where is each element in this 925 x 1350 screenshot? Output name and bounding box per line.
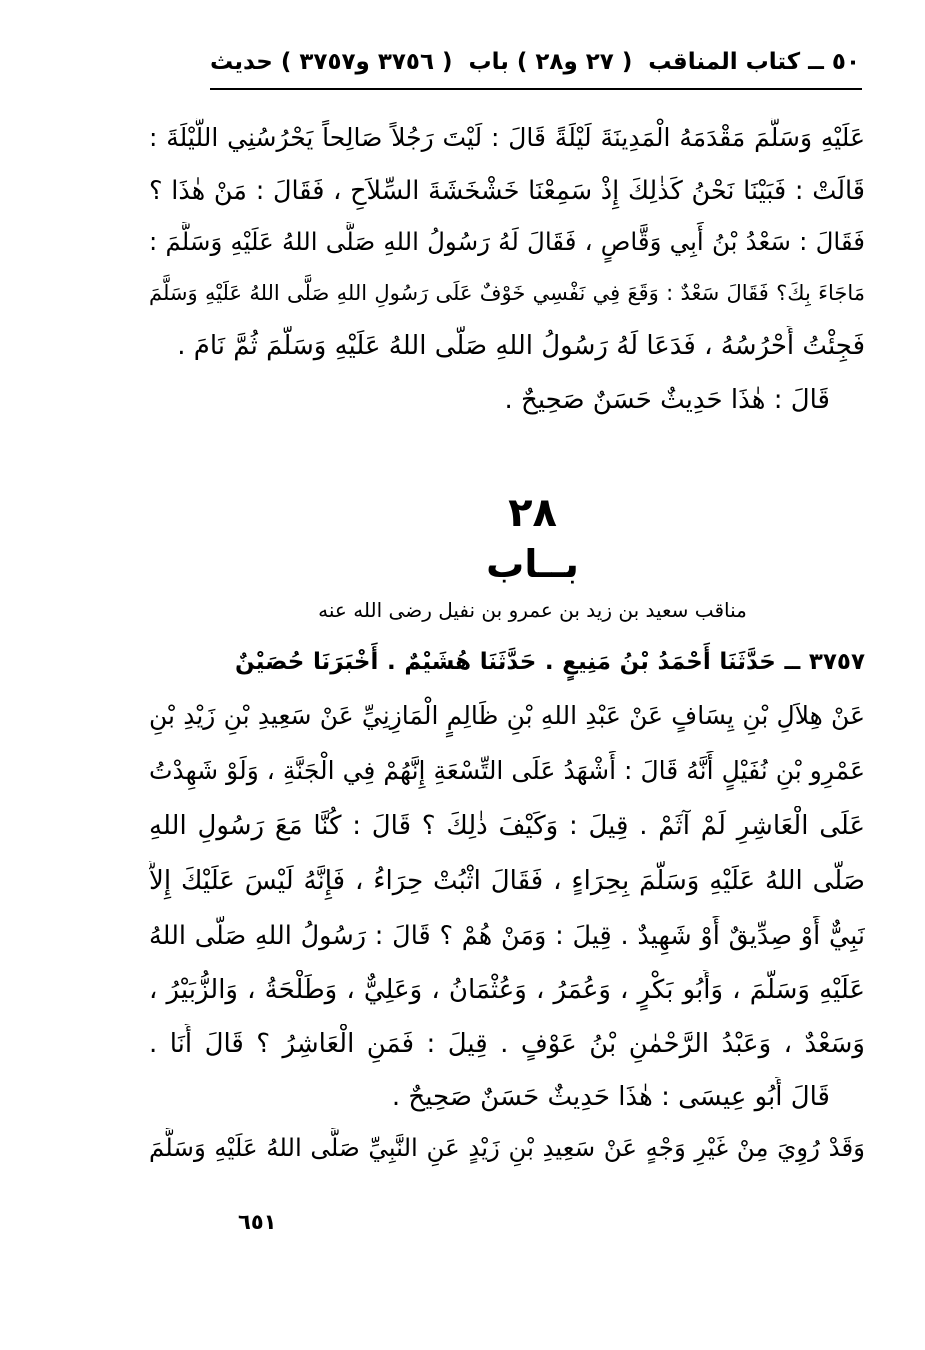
chapter-label: بــاب (486, 542, 579, 586)
text-line: عَلَيْهِ وَسَلَّمَ ، وَأَبُو بَكْرٍ ، وَعُمَرُ ، وَعُثْمَانُ ، وَعَلِيٌّ ، وَطَلْحَةُ ، وَالزُّبَيْرُ ، (149, 975, 865, 1005)
text-line: فَقَالَ : سَعْدُ بْنُ أَبِي وَقَّاصٍ ، فَقَالَ لَهُ رَسُولُ اللهِ صَلَّى اللهُ عَلَيْهِ وَسَلَّمَ : (149, 227, 865, 256)
text-line: قَالَتْ : فَبَيْنَا نَحْنُ كَذٰلِكَ إِذْ سَمِعْنَا خَشْخَشَةَ السِّلاَحِ ، فَقَالَ : مَنْ هٰذَا ؟ (149, 176, 865, 206)
text-line: عَنْ هِلاَلِ بْنِ يِسَافٍ عَنْ عَبْدِ اللهِ بْنِ ظَالِمٍ الْمَازِنِيِّ عَنْ سَعِيدِ بْنِ زَيْدِ بْنِ (149, 701, 865, 730)
text-line: وَقَدْ رُوِيَ مِنْ غَيْرِ وَجْهٍ عَنْ سَعِيدِ بْنِ زَيْدٍ عَنِ النَّبِيِّ صَلَّى اللهُ عَلَيْهِ وَسَلَّمَ (149, 1133, 865, 1162)
header-rule (210, 88, 862, 90)
page-number: ٦٥١ (238, 1210, 277, 1234)
text-line: صَلَّى اللهُ عَلَيْهِ وَسَلَّمَ بِحِرَاءٍ ، فَقَالَ اثْبُتْ حِرَاءُ ، فَإِنَّهُ لَيْسَ عَلَيْكَ إِلاَّ (149, 866, 865, 896)
text-line: فَجِئْتُ أَحْرُسُهُ ، فَدَعَا لَهُ رَسُولُ اللهِ صَلَّى اللهُ عَلَيْهِ وَسَلَّمَ ثُمَّ نَامَ . (177, 331, 865, 361)
chapter-title: مناقب سعيد بن زيد بن عمرو بن نفيل رضى الله عنه (318, 598, 747, 622)
header-chapter-range: ( ٢٧ و٢٨ ) باب (468, 49, 633, 75)
text-line: عَلَى الْعَاشِرِ لَمْ آثَمْ . قِيلَ : وَكَيْفَ ذٰلِكَ ؟ قَالَ : كُنَّا مَعَ رَسُولِ اللهِ (149, 811, 865, 841)
running-header (210, 42, 860, 82)
grading-line: قَالَ : هٰذَا حَدِيثٌ حَسَنٌ صَحِيحٌ . (504, 385, 830, 415)
header-book-title: ٥٠ ــ كتاب المناقب (648, 49, 860, 75)
text-line: مَاجَاءَ بِكَ؟ فَقَالَ سَعْدٌ : وَقَعَ فِي نَفْسِي خَوْفٌ عَلَى رَسُولِ اللهِ صَلَّى اللهُ عَلَيْهِ وَسَلَّمَ (149, 281, 865, 305)
chapter-number: ٢٨ (508, 490, 557, 536)
grading-line: قَالَ أَبُو عِيسَى : هٰذَا حَدِيثٌ حَسَنٌ صَحِيحٌ . (391, 1082, 830, 1112)
text-line: وَسَعْدٌ ، وَعَبْدُ الرَّحْمٰنِ بْنُ عَوْفٍ . قِيلَ : فَمَنِ الْعَاشِرُ ؟ قَالَ أَنَا . (149, 1029, 865, 1059)
hadith-opening-line: ٣٧٥٧ ــ حَدَّثَنَا أَحْمَدُ بْنُ مَنِيعٍ . حَدَّثَنَا هُشَيْمٌ . أَخْبَرَنَا حُصَيْنٌ (235, 649, 865, 675)
text-line: نَبِيٌّ أَوْ صِدِّيقٌ أَوْ شَهِيدٌ . قِيلَ : وَمَنْ هُمْ ؟ قَالَ : رَسُولُ اللهِ صَلَّى اللهُ (149, 921, 865, 951)
text-line: عَلَيْهِ وَسَلَّمَ مَقْدَمَهُ الْمَدِينَةَ لَيْلَةً قَالَ : لَيْتَ رَجُلاً صَالِحاً يَحْرُسُنِي اللَّيْلَةَ : (149, 123, 865, 152)
text-line: عَمْرِو بْنِ نُفَيْلٍ أَنَّهُ قَالَ : أَشْهَدُ عَلَى التِّسْعَةِ إِنَّهُمْ فِي الْجَنَّةِ ، وَلَوْ شَهِدْتُ (149, 756, 865, 785)
header-hadith-range: ( ٣٧٥٦ و٣٧٥٧ ) حديث (210, 49, 453, 75)
